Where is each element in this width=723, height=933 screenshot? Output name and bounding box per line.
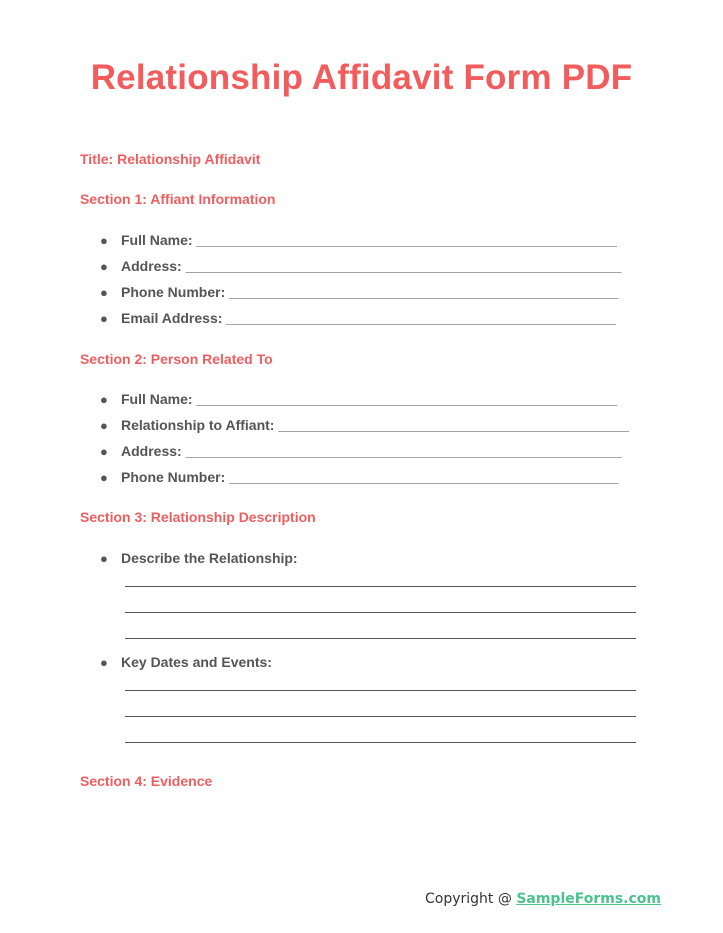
field-label: Phone Number: __________________________________________________ (121, 284, 619, 300)
bullet-icon: ● (100, 655, 108, 670)
field-full-name[interactable] (100, 232, 617, 248)
answer-line[interactable] (125, 638, 636, 639)
field-relationship-to-affiant[interactable] (100, 417, 629, 433)
field-label: Full Name: ______________________________________________________ (121, 391, 617, 407)
answer-line[interactable] (125, 690, 636, 691)
field-related-address[interactable] (100, 443, 622, 459)
field-related-full-name[interactable] (100, 391, 617, 407)
bullet-icon: ● (100, 470, 108, 485)
bullet-icon: ● (100, 418, 108, 433)
sampleforms-link[interactable]: SampleForms.com (516, 891, 662, 907)
bullet-icon: ● (100, 311, 108, 326)
field-related-phone-number[interactable] (100, 469, 618, 485)
bullet-icon: ● (100, 259, 108, 274)
field-label: Address: ________________________________________________________ (121, 443, 622, 459)
answer-line[interactable] (125, 716, 636, 717)
page-title: Relationship Affidavit Form PDF (90, 58, 633, 97)
field-label: Full Name: ______________________________________________________ (121, 232, 617, 248)
item-key-dates-events (100, 654, 272, 670)
bullet-icon: ● (100, 233, 108, 248)
item-describe-relationship (100, 550, 298, 566)
bullet-icon: ● (100, 444, 108, 459)
bullet-icon: ● (100, 392, 108, 407)
section-3-heading: Section 3: Relationship Description (80, 509, 316, 525)
section-2-heading: Section 2: Person Related To (80, 351, 273, 367)
field-label: Relationship to Affiant: _____________________________________________ (121, 417, 629, 433)
bullet-icon: ● (100, 551, 108, 566)
footer-copyright (425, 891, 661, 907)
field-label: Address: ________________________________________________________ (121, 258, 622, 274)
field-label: Email Address: __________________________________________________ (121, 310, 616, 326)
form-title: Title: Relationship Affidavit (80, 151, 261, 167)
answer-line[interactable] (125, 742, 636, 743)
item-label: Key Dates and Events: (121, 654, 272, 670)
answer-line[interactable] (125, 586, 636, 587)
field-phone-number[interactable] (100, 284, 618, 300)
item-label: Describe the Relationship: (121, 550, 298, 566)
copyright-text: Copyright @ (425, 891, 517, 907)
bullet-icon: ● (100, 285, 108, 300)
answer-line[interactable] (125, 612, 636, 613)
section-1-heading: Section 1: Affiant Information (80, 191, 276, 207)
field-address[interactable] (100, 258, 622, 274)
field-label: Phone Number: __________________________________________________ (121, 469, 619, 485)
section-4-heading: Section 4: Evidence (80, 773, 213, 789)
field-email-address[interactable] (100, 310, 616, 326)
